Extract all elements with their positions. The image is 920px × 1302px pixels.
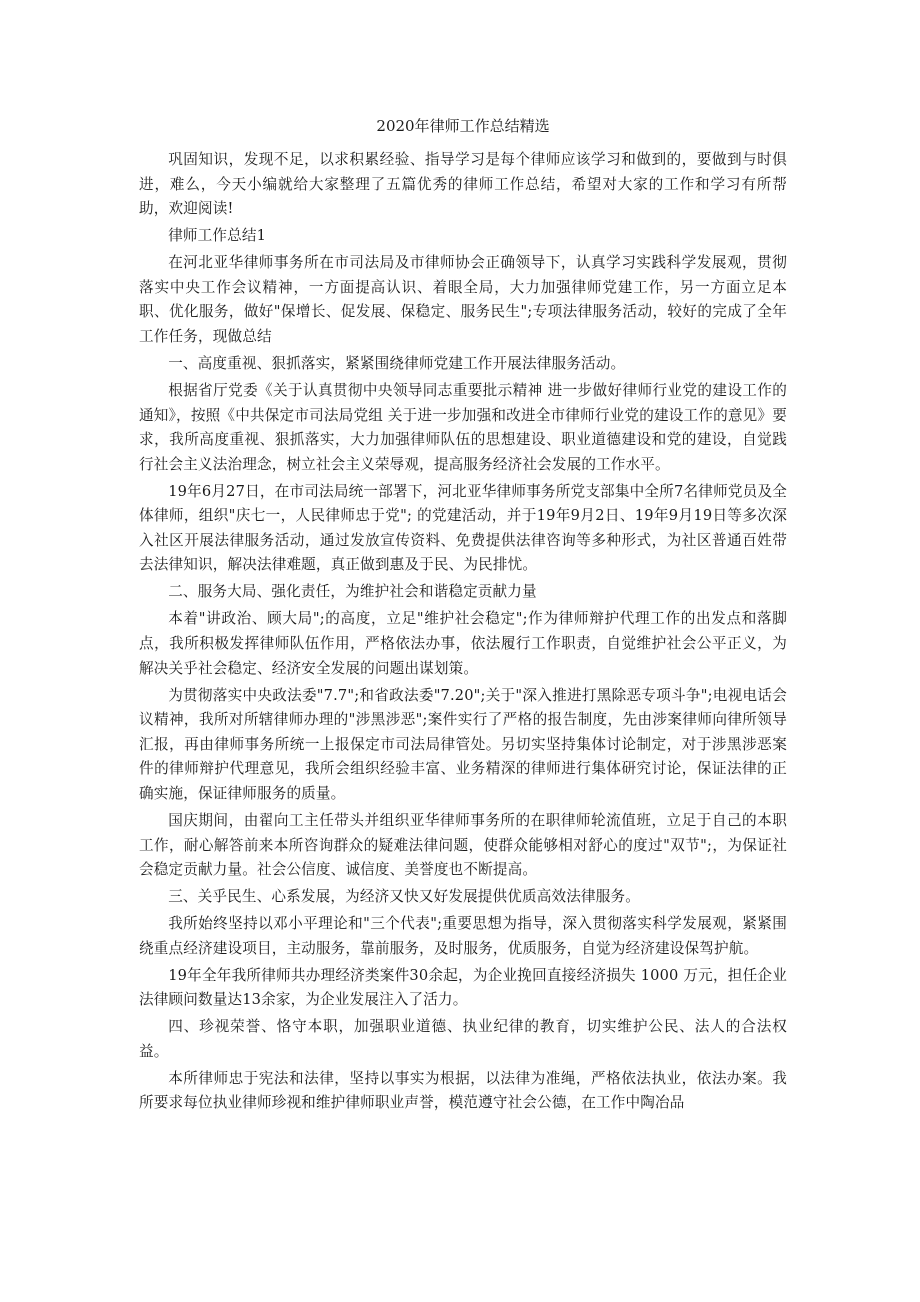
document-title: 2020年律师工作总结精选 (376, 117, 550, 135)
section-heading-3: 三、关乎民生、心系发展，为经济又快又好发展提供优质高效法律服务。 (168, 888, 640, 906)
body-paragraph: 我所始终坚持以邓小平理论和"三个代表";重要思想为指导，深入贯彻落实科学发展观，紧紧围绕重点经济建设项目，主动服务，靠前服务，及时服务，优质服务，自觉为经济建设保驾护航。 (139, 915, 787, 957)
body-paragraph: 在河北亚华律师事务所在市司法局及市律师协会正确领导下，认真学习实践科学发展观，贯彻落实中央工作会议精神，一方面提高认识、着眼全局，大力加强律师党建工作，另一方面立足本职、优化服务，做好"保增长、促发展、保稳定、服务民生";专项法律服务活动，较好的完成了全年工作任务，现做总结 (139, 254, 787, 345)
body-paragraph: 根据省厅党委《关于认真贯彻中央领导同志重要批示精神 进一步做好律师行业党的建设工作的通知》，按照《中共保定市司法局党组 关于进一步加强和改进全市律师行业党的建设工作的意见》要求，我所高度重视、狠抓落实，大力加强律师队伍的思想建设、职业道德建设和党的建设，自觉践行社会主义法治理念，树立社会主义荣辱观，提高服务经济社会发展的工作水平。 (139, 381, 787, 473)
body-paragraph: 本所律师忠于宪法和法律，坚持以事实为根据，以法律为准绳，严格依法执业，依法办案。我所要求每位执业律师珍视和维护律师职业声誉，模范遵守社会公德，在工作中陶冶品 (139, 1069, 787, 1112)
body-paragraph: 19年6月27日，在市司法局统一部署下，河北亚华律师事务所党支部集中全所7名律师党员及全体律师，组织"庆七一，人民律师忠于党"; 的党建活动，并于19年9月2日、19年9月19日等多次深入社区开展法律服务活动，通过发放宣传资料、免费提供法律咨询等多种形式，为社区普通百姓带去法律知识，解决法律难题，真正做到惠及于民、为民排忧。 (139, 482, 787, 574)
section-heading-2: 二、服务大局、强化责任，为维护社会和谐稳定贡献力量 (168, 583, 537, 601)
intro-paragraph: 巩固知识，发现不足，以求积累经验、指导学习是每个律师应该学习和做到的，要做到与时俱进，难么，今天小编就给大家整理了五篇优秀的律师工作总结，希望对大家的工作和学习有所帮助，欢迎阅读! (139, 151, 787, 218)
section-heading-4: 四、珍视荣誉、恪守本职，加强职业道德、执业纪律的教育，切实维护公民、法人的合法权益。 (139, 1018, 787, 1060)
section-heading-1: 一、高度重视、狠抓落实，紧紧围绕律师党建工作开展法律服务活动。 (168, 354, 626, 372)
body-paragraph: 19年全年我所律师共办理经济类案件30余起，为企业挽回直接经济损失 1000 万元，担任企业法律顾问数量达13余家，为企业发展注入了活力。 (139, 966, 787, 1009)
body-paragraph: 为贯彻落实中央政法委"7.7";和省政法委"7.20";关于"深入推进打黑除恶专项斗争";电视电话会议精神，我所对所辖律师办理的"涉黑涉恶";案件实行了严格的报告制度，先由涉案律师向律所领导汇报，再由律师事务所统一上报保定市司法局律管处。另切实坚持集体讨论制定，对于涉黑涉恶案件的律师辩护代理意见，我所会组织经验丰富、业务精深的律师进行集体研究讨论，保证法律的正确实施，保证律师服务的质量。 (139, 686, 787, 802)
document-page (139, 112, 787, 1118)
body-paragraph: 本着"讲政治、顾大局";的高度，立足"维护社会稳定";作为律师辩护代理工作的出发点和落脚点，我所积极发挥律师队伍作用，严格依法办事，依法履行工作职责，自觉维护社会公平正义，为解决关乎社会稳定、经济安全发展的问题出谋划策。 (139, 610, 787, 677)
body-paragraph: 国庆期间，由翟向工主任带头并组织亚华律师事务所的在职律师轮流值班，立足于自己的本职工作，耐心解答前来本所咨询群众的疑难法律问题，使群众能够相对舒心的度过"双节";，为保证社会稳定贡献力量。社会公信度、诚信度、美誉度也不断提高。 (139, 811, 787, 879)
section-heading-summary-1: 律师工作总结1 (168, 227, 267, 245)
